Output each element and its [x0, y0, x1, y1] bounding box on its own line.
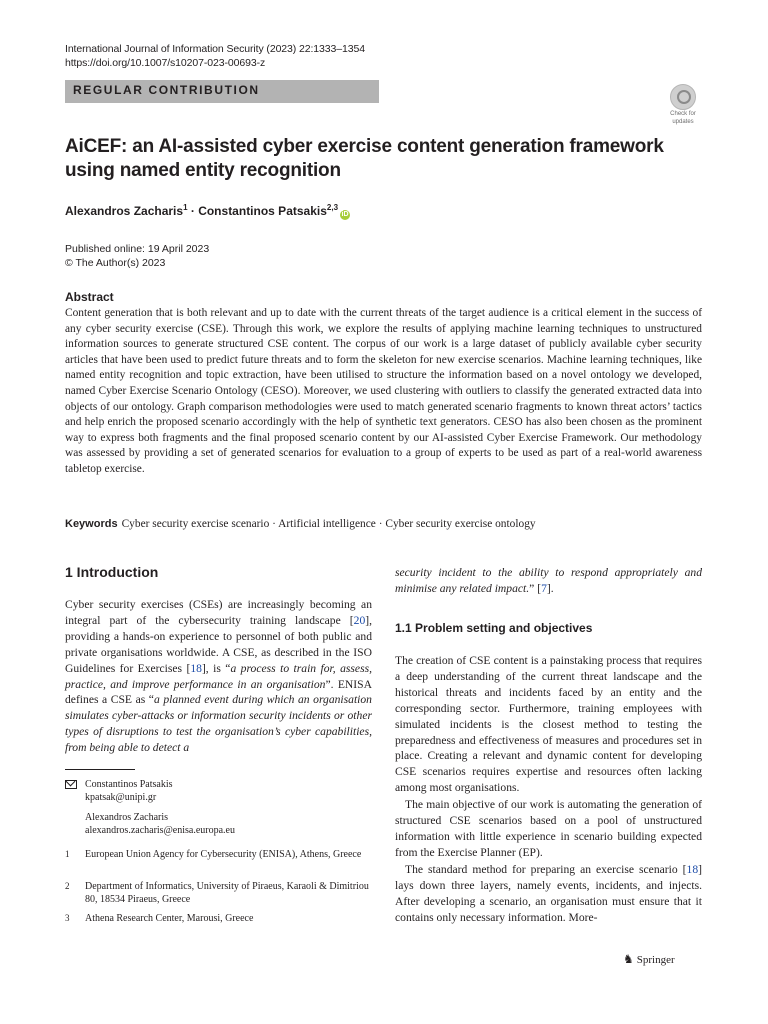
- article-type-banner: [65, 80, 379, 103]
- keywords-heading: Keywords: [65, 518, 118, 530]
- intro-text-4: ”. ENISA defines a CSE as “: [65, 677, 372, 707]
- intro-cont-text-2: ].: [546, 581, 554, 595]
- updates-label: updates: [672, 119, 694, 125]
- published-date: Published online: 19 April 2023: [65, 243, 210, 255]
- footnote-divider: [65, 769, 135, 770]
- keywords-text: Cyber security exercise scenario · Artificial intelligence · Cyber security exercise ontology: [121, 518, 536, 530]
- intro-cont-text-1: ” [: [529, 581, 542, 595]
- author-1-affiliation: 1: [183, 203, 188, 212]
- section-heading-introduction: 1 Introduction: [65, 564, 159, 580]
- paper-title: AiCEF: an AI-assisted cyber exercise content generation framework using named entity recognition: [65, 136, 664, 181]
- subsection-heading-problem-setting: 1.1 Problem setting and objectives: [395, 621, 593, 635]
- publisher-name: Springer: [636, 954, 675, 966]
- intro-text-2: ], providing a hands-on experience to personnel of both public and private organisations worldwide. A CSE, as described in the ISO Guidelines for Exercises [: [65, 613, 372, 675]
- affiliation-1: [65, 848, 372, 861]
- enisa-quote-continued: security incident to the ability to respond appropriately and minimise any related impact.: [395, 566, 702, 595]
- affiliation-3-text: Athena Research Center, Marousi, Greece: [85, 913, 254, 924]
- problem-text-1: The standard method for preparing an exercise scenario [: [405, 863, 687, 876]
- contact2-email[interactable]: alexandros.zacharis@enisa.europa.eu: [85, 825, 235, 836]
- iso-quote: a process to train for, assess, practice, and improve performance in an organisation: [65, 661, 373, 691]
- article-type-label: REGULAR CONTRIBUTION: [73, 83, 260, 97]
- intro-text-1: Cyber security exercises (CSEs) are increasingly becoming an integral part of the cybersecurity training landscape [: [65, 598, 372, 627]
- orcid-icon[interactable]: iD: [341, 211, 349, 218]
- affiliation-2-number: 2: [65, 881, 70, 891]
- affiliation-2-text: Department of Informatics, University of Piraeus, Karaoli & Dimitriou 80, 18534 Piraeus, Greece: [85, 881, 369, 905]
- problem-paragraph-3: [395, 862, 702, 926]
- citation-18[interactable]: 18: [190, 661, 202, 675]
- citation-7[interactable]: 7: [541, 581, 547, 595]
- author-list: [65, 203, 350, 220]
- affiliation-2: [65, 880, 372, 906]
- affiliation-1-number: 1: [65, 849, 70, 859]
- affiliation-3: [65, 912, 372, 925]
- affiliation-3-number: 3: [65, 913, 70, 923]
- author-separator: ·: [187, 204, 199, 218]
- copyright-notice: © The Author(s) 2023: [65, 257, 166, 269]
- problem-paragraph-2: The main objective of our work is automating the generation of structured CSE scenarios based on a pool of unstructured information with little experience in scenario building expected from the Exercise Planner (EP).: [395, 798, 702, 859]
- author-1[interactable]: Alexandros Zacharis: [65, 204, 184, 218]
- abstract-heading: Abstract: [65, 290, 114, 304]
- envelope-icon: [65, 780, 77, 789]
- keywords: [65, 517, 705, 532]
- intro-text-3: ], is “: [201, 661, 231, 675]
- journal-citation: International Journal of Information Security (2023) 22:1333–1354: [65, 43, 365, 55]
- correspondence-footnote: [65, 778, 372, 837]
- citation-20[interactable]: 20: [353, 613, 366, 627]
- affiliation-1-text: European Union Agency for Cybersecurity (ENISA), Athens, Greece: [85, 849, 362, 860]
- problem-text-2: ] lays down three layers, namely events, incidents, and injects. After developing a scenario, an organisation must ensure that it contains only necessary information. More-: [395, 863, 702, 924]
- citation-18b[interactable]: 18: [686, 863, 699, 876]
- contact-email[interactable]: kpatsak@unipi.gr: [85, 792, 157, 803]
- contact-name: Constantinos Patsakis: [85, 779, 173, 790]
- check-for-updates-badge[interactable]: [662, 84, 704, 124]
- abstract-text: Content generation that is both relevant and up to date with the current threats of the target audience is a critical element in the success of any cyber security exercise (CSE). Through this work, we explore the results of applying machine learning techniques to unstructured information sources to generate structured CSE content. The corpus of our work is a large dataset of publicly available cyber security articles that have been used to predict future threats and to form the skeleton for new exercise scenarios. Machine learning techniques, like named entity recognition and topic extraction, have been utilised to structure the information based on a novel ontology we developed, named Cyber Exercise Scenario Ontology (CESO). Moreover, we used clustering with outliers to classify the generated extracted data into objects of our ontology. Graph comparison methodologies were used to match generated scenario fragments to known threat actors’ tactics and help enrich the proposed scenario accordingly with the help of synthetic text generators. CESO has also been chosen as the prominent way to express both fragments and the final proposed scenario content by our AI-assisted Cyber Exercise Framework. Our methodology was assessed by providing a set of generated scenarios for evaluation to a group of experts to be used as part of a real-world awareness tabletop exercise.: [65, 307, 702, 475]
- intro-continuation: [395, 565, 702, 597]
- publication-info: [65, 242, 209, 270]
- author-2[interactable]: Constantinos Patsakis: [198, 204, 327, 218]
- contact2-name: Alexandros Zacharis: [85, 812, 169, 823]
- author-2-affiliation: 2,3: [326, 203, 339, 212]
- check-for-label: Check for: [670, 111, 696, 117]
- update-check-icon: [670, 84, 696, 110]
- problem-paragraph-1: The creation of CSE content is a painstaking process that requires a deep understanding of the current threat landscape and the historical threats and incidents faced by an entity and the corresponding sector. Furthermore, training employees with simulated incidents is the closest method to testing the preparedness and effectiveness of measures and procedures set in place. Creating a relevant and dynamic content for developing CSE scenarios requires expertise and resources often lacking among most organisations.: [395, 654, 702, 795]
- intro-paragraph: [65, 597, 372, 756]
- enisa-quote: a planned event during which an organisation simulates cyber-attacks or information security incidents or other types of disruptions to test the organisation’s cyber capabilities, from being able to detect a: [65, 693, 372, 755]
- springer-horse-icon: ♞: [623, 952, 634, 966]
- doi-link[interactable]: https://doi.org/10.1007/s10207-023-00693-z: [65, 57, 266, 69]
- publisher-footer: [623, 952, 675, 967]
